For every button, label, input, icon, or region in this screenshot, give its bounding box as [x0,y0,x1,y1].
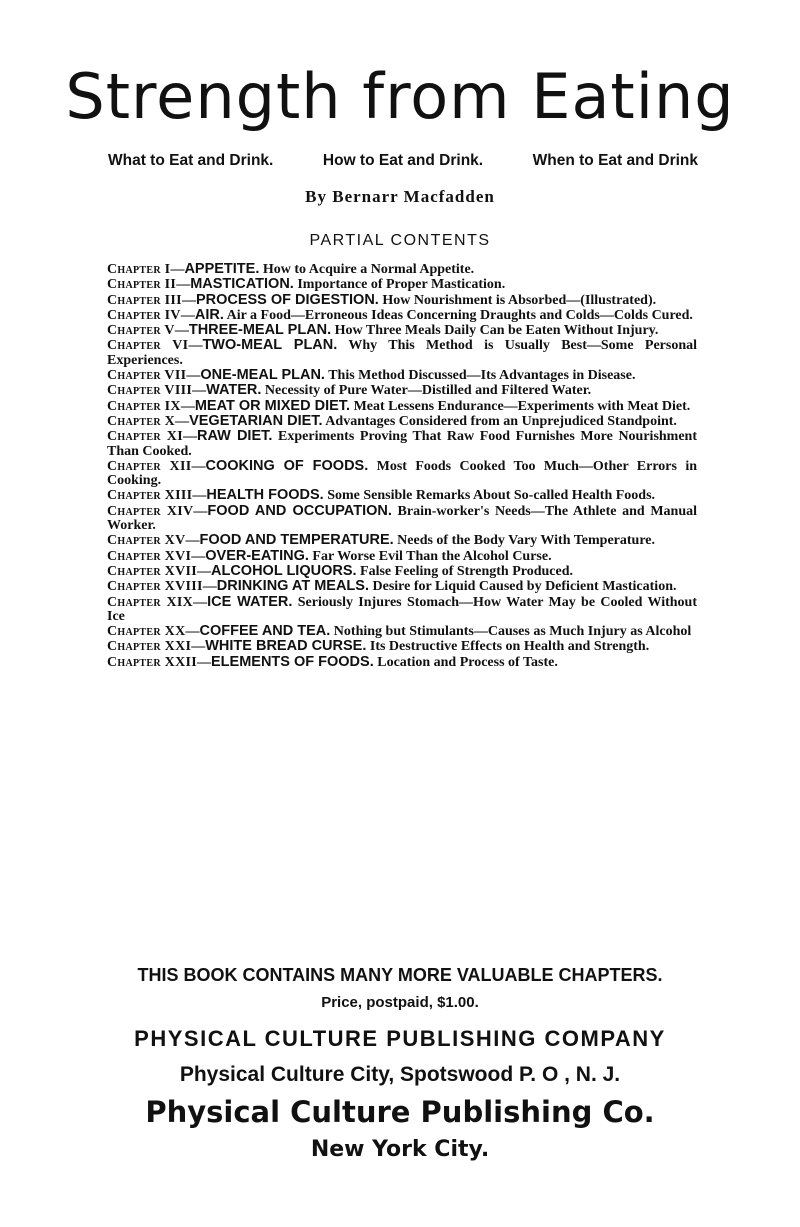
publisher-name-alt: Physical Culture Publishing Co. [145,1095,655,1129]
chapter-label: Chapter VII [107,368,187,384]
chapter-label: Chapter VI [107,338,189,354]
chapter-label: Chapter I [107,262,171,277]
chapter-label: Chapter XXII [107,654,197,670]
chapter-title: RAW DIET. [196,428,273,445]
chapter-entry: Chapter XV—FOOD AND TEMPERATURE. Needs of the Body Vary With Temperature. [107,532,656,549]
chapter-label: Chapter X [107,413,176,429]
chapter-entry: Chapter I—APPETITE. How to Acquire a Normal Appetite. [107,261,475,277]
chapter-description: Why This Method is Usually Best—Some Personal Experiences. [107,338,697,368]
chapter-entry: Chapter IX—MEAT OR MIXED DIET. Meat Lessens Endurance—Experiments with Meat Diet. [107,397,691,414]
chapter-title: TWO-MEAL PLAN. [202,337,338,354]
chapter-title: HEALTH FOODS. [206,487,324,504]
chapter-description: Air a Food—Erroneous Ideas Concerning Draughts and Colds—Colds Cured. [226,307,693,323]
chapter-title: THREE-MEAL PLAN. [188,322,332,339]
chapter-description: Far Worse Evil Than the Alcohol Curse. [312,548,552,564]
chapter-label: Chapter III [107,292,182,308]
chapter-title: FOOD AND TEMPERATURE. [199,532,394,549]
chapter-entry: Chapter VIII—WATER. Necessity of Pure Water—Distilled and Filtered Water. [107,382,592,399]
subtitle-how: How to Eat and Drink. [322,152,484,169]
chapter-title: COOKING OF FOODS. [205,457,369,474]
chapter-entry: Chapter XXI—WHITE BREAD CURSE. Its Destructive Effects on Health and Strength. [107,638,650,655]
chapter-description: Desire for Liquid Caused by Deficient Mastication. [372,579,677,595]
chapter-label: Chapter XIII [107,488,193,504]
chapter-description: Brain-worker's Needs—The Athlete and Manual Worker. [107,503,698,534]
chapter-entry: Chapter XX—COFFEE AND TEA. Nothing but Stimulants—Causes as Much Injury as Alcohol [107,623,692,640]
chapter-entry: Chapter XI—RAW DIET. Experiments Proving That Raw Food Furnishes More Nourishment Than Cooked. [107,428,697,459]
chapter-title: DRINKING AT MEALS. [216,578,369,595]
chapter-title: APPETITE. [184,261,260,277]
chapter-label: Chapter IX [107,398,181,414]
chapter-description: Nothing but Stimulants—Causes as Much Injury as Alcohol [333,624,692,640]
chapter-label: Chapter V [107,323,175,339]
chapter-entry: Chapter III—PROCESS OF DIGESTION. How Nourishment is Absorbed—(Illustrated). [107,291,657,308]
chapter-label: Chapter XXI [107,639,192,655]
chapter-label: Chapter XVII [107,563,197,579]
chapter-label: Chapter XVIII [107,579,203,595]
chapter-entry: Chapter XVII—ALCOHOL LIQUORS. False Feeling of Strength Produced. [107,562,574,579]
chapter-title: MASTICATION. [190,276,294,293]
chapter-label: Chapter VIII [107,383,193,399]
chapter-label: Chapter XI [107,429,183,445]
chapter-title: ELEMENTS OF FOODS. [211,653,374,670]
price-text: Price, postpaid, $1.00. [321,994,479,1011]
chapter-entry: Chapter IV—AIR. Air a Food—Erroneous Ideas Concerning Draughts and Colds—Colds Cured. [107,306,693,323]
publisher-city: New York City. [310,1137,490,1162]
chapter-description: False Feeling of Strength Produced. [360,563,574,579]
chapter-entry: Chapter II—MASTICATION. Importance of Proper Mastication. [107,276,506,293]
chapter-label: Chapter IV [107,307,181,323]
chapter-description: Advantages Considered from an Unprejudiced Standpoint. [325,413,677,429]
chapter-title: AIR. [194,306,224,323]
chapter-description: Location and Process of Taste. [377,654,558,670]
chapter-description: Needs of the Body Vary With Temperature. [397,533,656,549]
chapter-label: Chapter XVI [107,548,192,564]
chapter-entry: Chapter XIX—ICE WATER. Seriously Injures Stomach—How Water May be Cooled Without Ice [107,593,697,624]
chapter-entry: Chapter XVI—OVER-EATING. Far Worse Evil Than the Alcohol Curse. [107,547,552,564]
chapter-label: Chapter XV [107,533,186,549]
chapter-entry: Chapter V—THREE-MEAL PLAN. How Three Meals Daily Can be Eaten Without Injury. [107,322,659,339]
section-heading: PARTIAL CONTENTS [309,232,491,249]
chapter-label: Chapter XX [107,624,186,640]
chapter-description: Its Destructive Effects on Health and Strength. [369,639,650,655]
chapter-description: Most Foods Cooked Too Much—Other Errors in Cooking. [107,458,698,489]
notice-text: THIS BOOK CONTAINS MANY MORE VALUABLE CHAPTERS. [137,965,663,985]
chapter-title: OVER-EATING. [205,547,309,564]
chapter-title: WATER. [206,382,262,399]
chapter-label: Chapter XII [107,458,192,474]
chapter-title: VEGETARIAN DIET. [189,412,323,429]
chapter-title: WHITE BREAD CURSE. [205,638,367,655]
author-byline: By Bernarr Macfadden [305,187,495,206]
chapter-description: Experiments Proving That Raw Food Furnishes More Nourishment Than Cooked. [107,429,697,459]
chapter-title: FOOD AND OCCUPATION. [207,502,392,519]
chapter-description: Necessity of Pure Water—Distilled and Filtered Water. [264,383,592,399]
page-title: Strength from Eating [65,60,735,133]
chapter-title: ONE-MEAL PLAN. [200,367,325,384]
subtitle [108,152,698,170]
chapter-entry: Chapter XVIII—DRINKING AT MEALS. Desire for Liquid Caused by Deficient Mastication. [107,578,677,595]
chapter-entry: Chapter X—VEGETARIAN DIET. Advantages Considered from an Unprejudiced Standpoint. [107,412,677,429]
chapter-description: How Three Meals Daily Can be Eaten Without Injury. [334,323,659,339]
chapter-title: PROCESS OF DIGESTION. [195,291,379,308]
subtitle-when: When to Eat and Drink [532,152,698,169]
chapter-title: COFFEE AND TEA. [199,623,331,640]
chapter-entry: Chapter XIV—FOOD AND OCCUPATION. Brain-worker's Needs—The Athlete and Manual Worker. [107,502,698,534]
chapter-list [107,262,697,670]
publisher-address: Physical Culture City, Spotswood P. O , N. J. [179,1063,621,1086]
chapter-title: ICE WATER. [207,593,293,610]
chapter-entry: Chapter XXII—ELEMENTS OF FOODS. Location and Process of Taste. [107,653,558,670]
chapter-label: Chapter XIV [107,503,194,519]
chapter-title: ALCOHOL LIQUORS. [211,562,357,579]
chapter-description: Importance of Proper Mastication. [297,277,506,293]
chapter-entry: Chapter VI—TWO-MEAL PLAN. Why This Method is Usually Best—Some Personal Experiences. [107,337,697,368]
chapter-entry: Chapter VII—ONE-MEAL PLAN. This Method Discussed—Its Advantages in Disease. [107,367,636,384]
chapter-label: Chapter XIX [107,594,194,610]
chapter-entry: Chapter XII—COOKING OF FOODS. Most Foods Cooked Too Much—Other Errors in Cooking. [107,457,698,489]
subtitle-what: What to Eat and Drink. [108,152,274,169]
chapter-label: Chapter II [107,277,177,293]
chapter-description: This Method Discussed—Its Advantages in Disease. [328,368,636,384]
chapter-description: Seriously Injures Stomach—How Water May be Cooled Without Ice [107,594,697,624]
chapter-entry: Chapter XIII—HEALTH FOODS. Some Sensible Remarks About So-called Health Foods. [107,487,656,504]
chapter-description: How to Acquire a Normal Appetite. [262,262,475,277]
chapter-description: How Nourishment is Absorbed—(Illustrated). [382,292,657,308]
publisher-name: PHYSICAL CULTURE PUBLISHING COMPANY [134,1026,666,1051]
chapter-title: MEAT OR MIXED DIET. [194,397,351,414]
chapter-description: Some Sensible Remarks About So-called Health Foods. [327,488,656,504]
chapter-description: Meat Lessens Endurance—Experiments with Meat Diet. [353,398,691,414]
